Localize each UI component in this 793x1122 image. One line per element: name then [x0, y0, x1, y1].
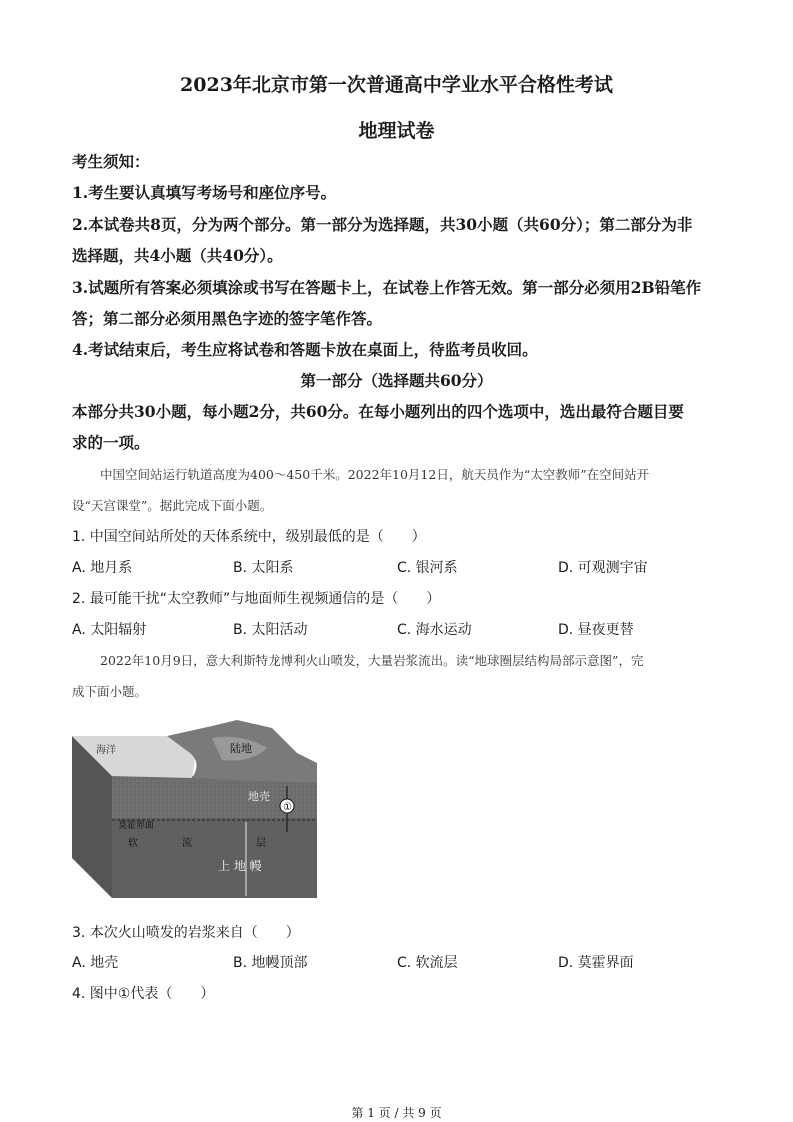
q1-option-a: A. 地月系	[72, 560, 133, 576]
notice-line-3b: 答；第二部分必须用黑色字迹的签字笔作答。	[72, 309, 383, 328]
block-diagram-graphic	[72, 708, 334, 908]
label-land: 陆地	[230, 742, 252, 755]
notice-line-2b: 选择题，共4小题（共40分）。	[72, 246, 283, 265]
question-3: 3. 本次火山喷发的岩浆来自（ ）	[72, 925, 300, 941]
question-1: 1. 中国空间站所处的天体系统中，级别最低的是（ ）	[72, 529, 426, 545]
stem1-line-2: 设“天宫课堂”。据此完成下面小题。	[72, 498, 273, 513]
label-asth-1: 软	[128, 838, 138, 849]
section-intro-2: 求的一项。	[72, 433, 150, 452]
notice-line-2: 2.本试卷共8页，分为两个部分。第一部分为选择题，共30小题（共60分）；第二部分为非	[72, 215, 693, 234]
marker-1: ①	[283, 802, 292, 813]
q3-option-a: A. 地壳	[72, 955, 119, 971]
q1-option-c: C. 银河系	[397, 560, 458, 576]
q2-option-b: B. 太阳活动	[233, 622, 308, 638]
q3-option-d: D. 莫霍界面	[558, 955, 634, 971]
q2-option-c: C. 海水运动	[397, 622, 472, 638]
stem2-line-1: 2022年10月9日，意大利斯特龙博利火山喷发，大量岩浆流出。读“地球圈层结构局部示意图”，完	[100, 653, 644, 668]
stem1-line-1: 中国空间站运行轨道高度为400～450千米。2022年10月12日，航天员作为“太空教师”在空间站开	[100, 467, 650, 482]
label-asth-3: 层	[256, 838, 266, 849]
q3-option-c: C. 软流层	[397, 955, 458, 971]
page-footer: 第 1 页 / 共 9 页	[351, 1106, 442, 1120]
label-moho: 莫霍界面	[118, 821, 155, 831]
label-ocean: 海洋	[96, 745, 116, 756]
question-4: 4. 图中①代表（ ）	[72, 986, 215, 1002]
q2-option-d: D. 昼夜更替	[558, 622, 634, 638]
q2-option-a: A. 太阳辐射	[72, 622, 147, 638]
notice-line-4: 4.考试结束后，考生应将试卷和答题卡放在桌面上，待监考员收回。	[72, 340, 538, 359]
q3-option-b: B. 地幔顶部	[233, 955, 308, 971]
label-asth-2: 流	[182, 838, 192, 849]
exam-title: 2023年北京市第一次普通高中学业水平合格性考试	[180, 74, 613, 96]
notice-line-1: 1.考生要认真填写考场号和座位序号。	[72, 183, 337, 202]
exam-subtitle: 地理试卷	[358, 120, 435, 142]
section-heading: 第一部分（选择题共60分）	[300, 371, 493, 390]
section-intro-1: 本部分共30小题，每小题2分，共60分。在每小题列出的四个选项中，选出最符合题目要	[72, 402, 684, 421]
notice-heading: 考生须知：	[72, 152, 150, 171]
stem2-line-2: 成下面小题。	[72, 684, 148, 699]
label-upper-mantle: 上 地 幔	[218, 859, 262, 873]
q1-option-d: D. 可观测宇宙	[558, 560, 648, 576]
notice-line-3: 3.试题所有答案必须填涂或书写在答题卡上，在试卷上作答无效。第一部分必须用2B铅笔作	[72, 278, 702, 297]
question-2: 2. 最可能干扰“太空教师”与地面师生视频通信的是（ ）	[72, 591, 441, 607]
q1-option-b: B. 太阳系	[233, 560, 294, 576]
earth-layers-diagram	[72, 708, 334, 908]
label-crust: 地壳	[248, 790, 270, 803]
